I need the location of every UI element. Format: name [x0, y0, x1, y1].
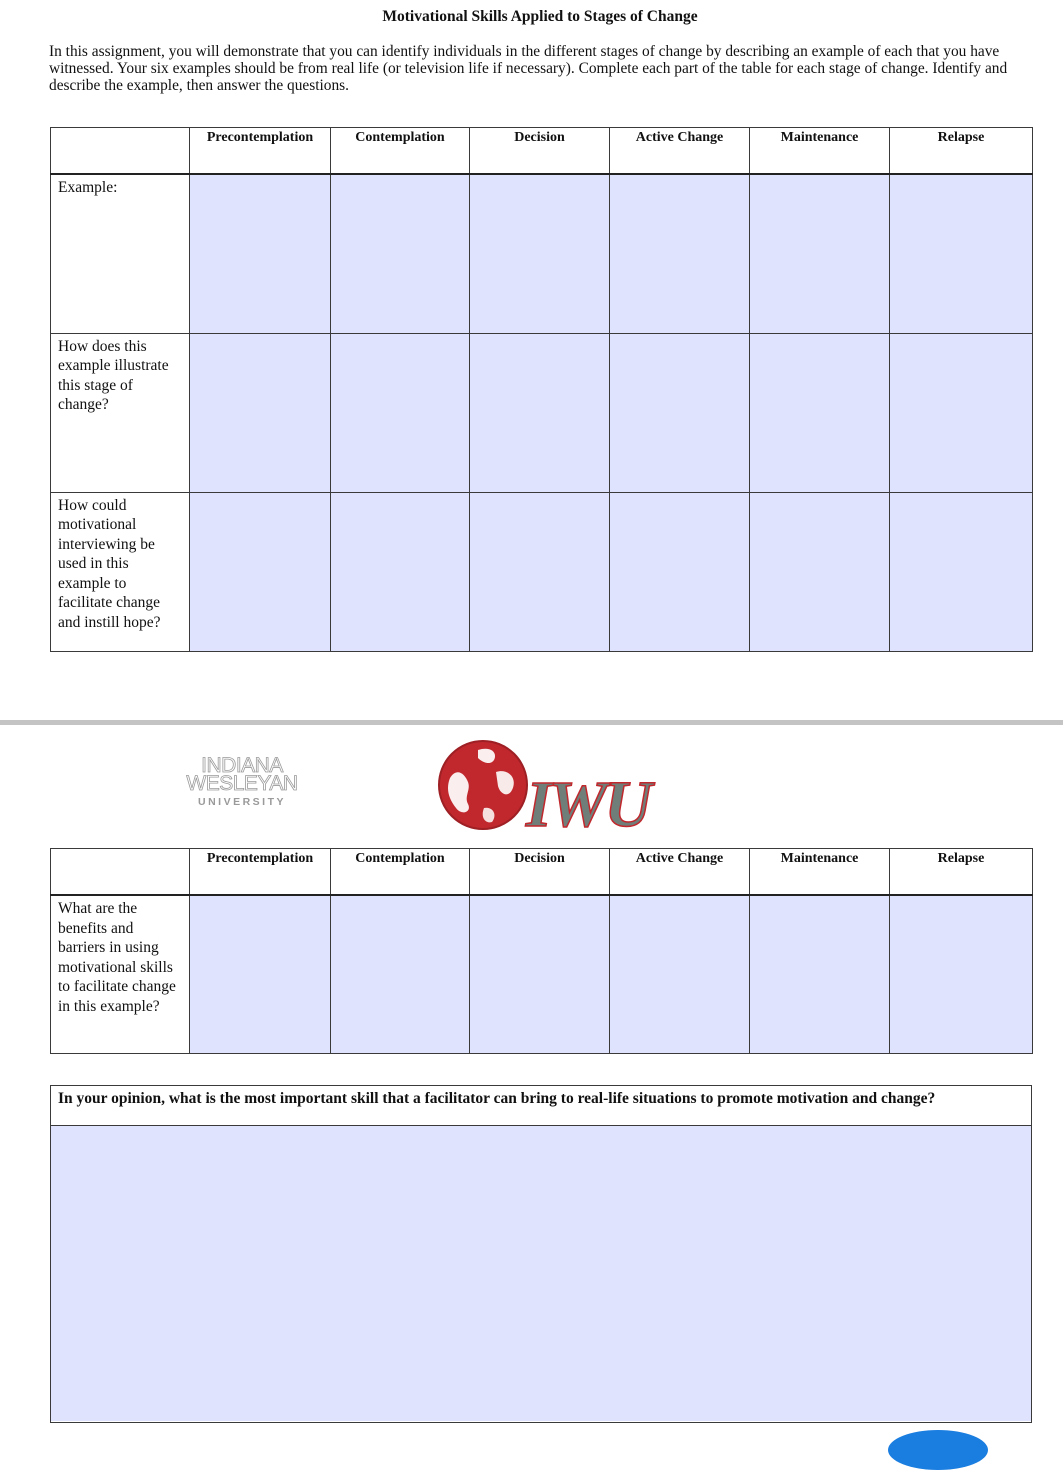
table-row: [51, 174, 1033, 333]
logo-mark-text: IWU: [526, 768, 650, 834]
answer-field[interactable]: [190, 174, 331, 333]
table-row: [51, 895, 1033, 1053]
corner-cell: [51, 128, 190, 175]
final-question-prompt: In your opinion, what is the most important skill that a facilitator can bring to real-life situations to promote motivation and change?: [51, 1086, 1031, 1126]
row-label: How does this example illustrate this stage of change?: [51, 333, 190, 492]
answer-field[interactable]: [750, 492, 890, 651]
answer-field[interactable]: [331, 174, 470, 333]
column-header: Contemplation: [331, 128, 470, 175]
answer-field[interactable]: [890, 333, 1033, 492]
final-answer-field[interactable]: [51, 1126, 1031, 1421]
answer-field[interactable]: [331, 333, 470, 492]
row-label: How could motivational interviewing be used in this example to facilitate change and instill hope?: [51, 492, 190, 651]
answer-field[interactable]: [890, 895, 1033, 1053]
table-header-row: [51, 128, 1033, 175]
floating-action-button[interactable]: [888, 1430, 988, 1470]
stages-table-1: [50, 127, 1033, 652]
wordmark-line: UNIVERSITY: [197, 796, 286, 808]
answer-field[interactable]: [890, 492, 1033, 651]
column-header: Maintenance: [750, 128, 890, 175]
answer-field[interactable]: [470, 492, 610, 651]
answer-field[interactable]: [750, 174, 890, 333]
row-label: What are the benefits and barriers in using motivational skills to facilitate change in this example?: [51, 895, 190, 1053]
page-divider: [0, 720, 1063, 725]
answer-field[interactable]: [331, 895, 470, 1053]
iwu-logo-icon: [438, 738, 658, 834]
column-header: Precontemplation: [190, 849, 331, 896]
answer-field[interactable]: [610, 492, 750, 651]
answer-field[interactable]: [331, 492, 470, 651]
corner-cell: [51, 849, 190, 896]
answer-field[interactable]: [610, 174, 750, 333]
column-header: Relapse: [890, 849, 1033, 896]
answer-field[interactable]: [750, 333, 890, 492]
answer-field[interactable]: [190, 333, 331, 492]
answer-field[interactable]: [190, 492, 331, 651]
answer-field[interactable]: [190, 895, 331, 1053]
column-header: Decision: [470, 128, 610, 175]
table-row: [51, 333, 1033, 492]
page-title: Motivational Skills Applied to Stages of Change: [382, 8, 698, 25]
wordmark-line: WESLEYAN: [186, 772, 298, 795]
stages-table-2: [50, 848, 1033, 1054]
university-wordmark: [182, 754, 302, 811]
column-header: Decision: [470, 849, 610, 896]
answer-field[interactable]: [470, 174, 610, 333]
table-header-row: [51, 849, 1033, 896]
wordmark-line: INDIANA: [201, 754, 283, 777]
final-question-box: [50, 1085, 1032, 1423]
row-label: Example:: [51, 174, 190, 333]
column-header: Precontemplation: [190, 128, 331, 175]
instructions-paragraph: In this assignment, you will demonstrate that you can identify individuals in the different stages of change by describing an example of each that you have witnessed. Your six examples should be from real life (or television life if necessary). Complete each part of the table for each stage of change. Identify and describe the example, then answer the questions.: [49, 43, 1008, 94]
column-header: Active Change: [610, 849, 750, 896]
answer-field[interactable]: [890, 174, 1033, 333]
column-header: Maintenance: [750, 849, 890, 896]
answer-field[interactable]: [610, 895, 750, 1053]
answer-field[interactable]: [610, 333, 750, 492]
answer-field[interactable]: [750, 895, 890, 1053]
answer-field[interactable]: [470, 895, 610, 1053]
column-header: Active Change: [610, 128, 750, 175]
column-header: Contemplation: [331, 849, 470, 896]
answer-field[interactable]: [470, 333, 610, 492]
column-header: Relapse: [890, 128, 1033, 175]
table-row: [51, 492, 1033, 651]
